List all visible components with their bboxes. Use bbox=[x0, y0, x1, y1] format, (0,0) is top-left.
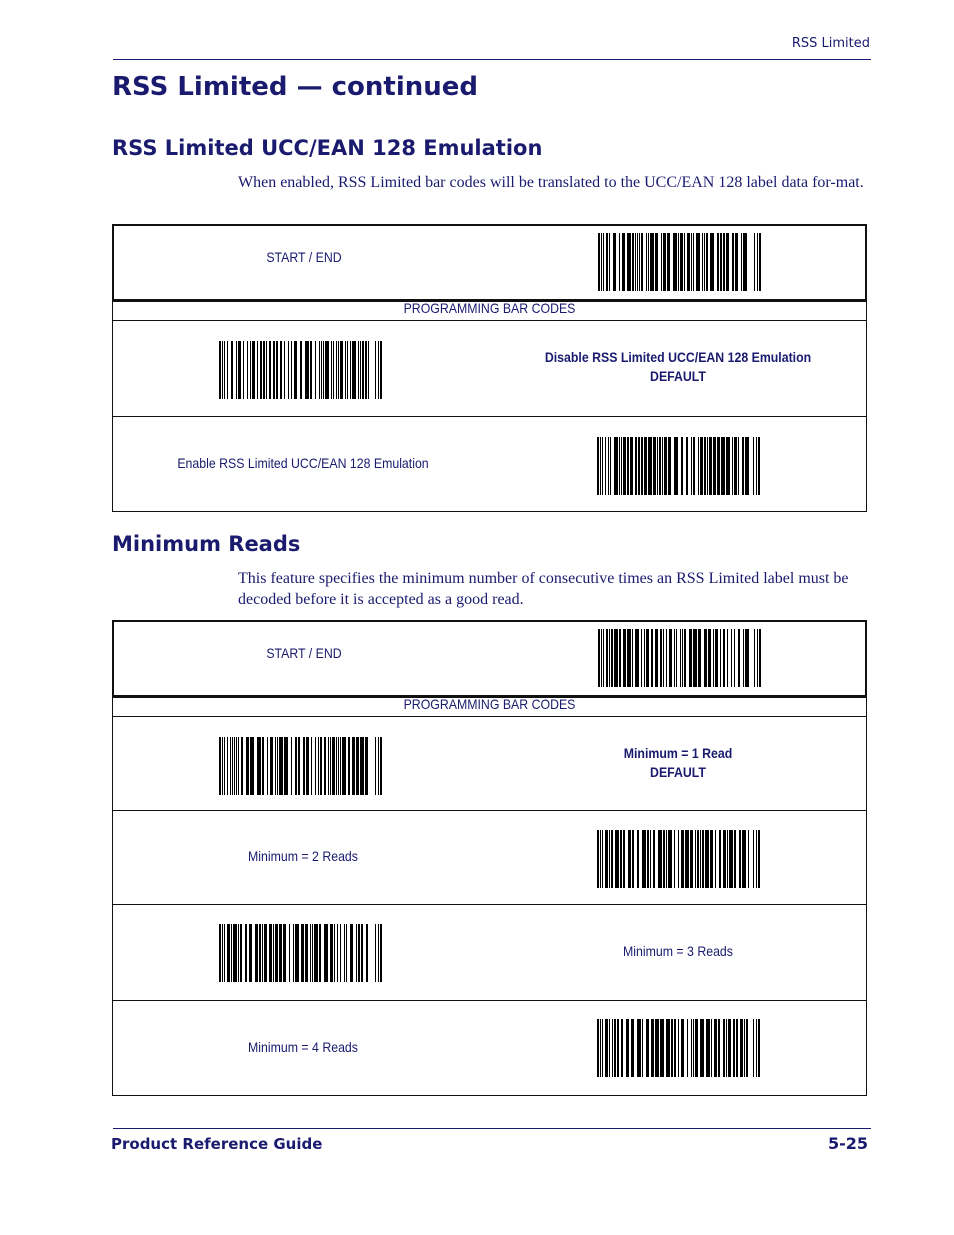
section-paragraph-minimum-reads: This feature specifies the minimum number of consecutive times an RSS Limited label must be decoded before it is accepted as a good read. bbox=[238, 570, 849, 608]
start-end-label: START / END bbox=[266, 249, 342, 265]
minimum-1-read-barcode bbox=[219, 737, 383, 795]
start-end-label: START / END bbox=[266, 645, 342, 661]
running-header: RSS Limited bbox=[791, 36, 870, 51]
start-end-box bbox=[112, 620, 867, 697]
default-label: DEFAULT bbox=[650, 764, 706, 780]
programming-table bbox=[112, 697, 867, 1096]
header-rule bbox=[113, 59, 871, 60]
option-row bbox=[113, 716, 866, 811]
footer-rule bbox=[113, 1128, 871, 1129]
option-row bbox=[113, 1000, 866, 1097]
minimum-1-read-label: Minimum = 1 Read bbox=[623, 745, 733, 761]
programming-bar-codes-label: PROGRAMMING BAR CODES bbox=[403, 300, 576, 316]
start-end-box bbox=[112, 224, 867, 301]
disable-emulation-barcode bbox=[219, 341, 383, 399]
option-row bbox=[113, 320, 866, 417]
default-label: DEFAULT bbox=[650, 368, 706, 384]
option-row bbox=[113, 810, 866, 905]
programming-table bbox=[112, 301, 867, 512]
enable-emulation-label: Enable RSS Limited UCC/EAN 128 Emulation bbox=[177, 455, 429, 471]
minimum-2-reads-label: Minimum = 2 Reads bbox=[248, 848, 358, 864]
programming-bar-codes-label: PROGRAMMING BAR CODES bbox=[403, 696, 576, 712]
section-heading-minimum-reads: Minimum Reads bbox=[112, 532, 301, 556]
minimum-4-reads-label: Minimum = 4 Reads bbox=[248, 1039, 358, 1055]
start-end-barcode bbox=[598, 629, 762, 687]
page-number: 5-25 bbox=[827, 1134, 868, 1153]
minimum-2-reads-barcode bbox=[597, 830, 761, 888]
section-heading-ucc-emulation: RSS Limited UCC/EAN 128 Emulation bbox=[112, 136, 543, 160]
option-row bbox=[113, 904, 866, 1001]
start-end-barcode bbox=[598, 233, 762, 291]
minimum-4-reads-barcode bbox=[597, 1019, 761, 1077]
option-row bbox=[113, 416, 866, 513]
page-title: RSS Limited — continued bbox=[112, 72, 479, 102]
footer-title: Product Reference Guide bbox=[111, 1135, 323, 1153]
disable-emulation-label: Disable RSS Limited UCC/EAN 128 Emulation bbox=[544, 349, 812, 365]
enable-emulation-barcode bbox=[597, 437, 761, 495]
section-paragraph-ucc-emulation: When enabled, RSS Limited bar codes will be translated to the UCC/EAN 128 label data for-mat. bbox=[238, 174, 864, 191]
minimum-3-reads-barcode bbox=[219, 924, 383, 982]
minimum-3-reads-label: Minimum = 3 Reads bbox=[623, 943, 733, 959]
